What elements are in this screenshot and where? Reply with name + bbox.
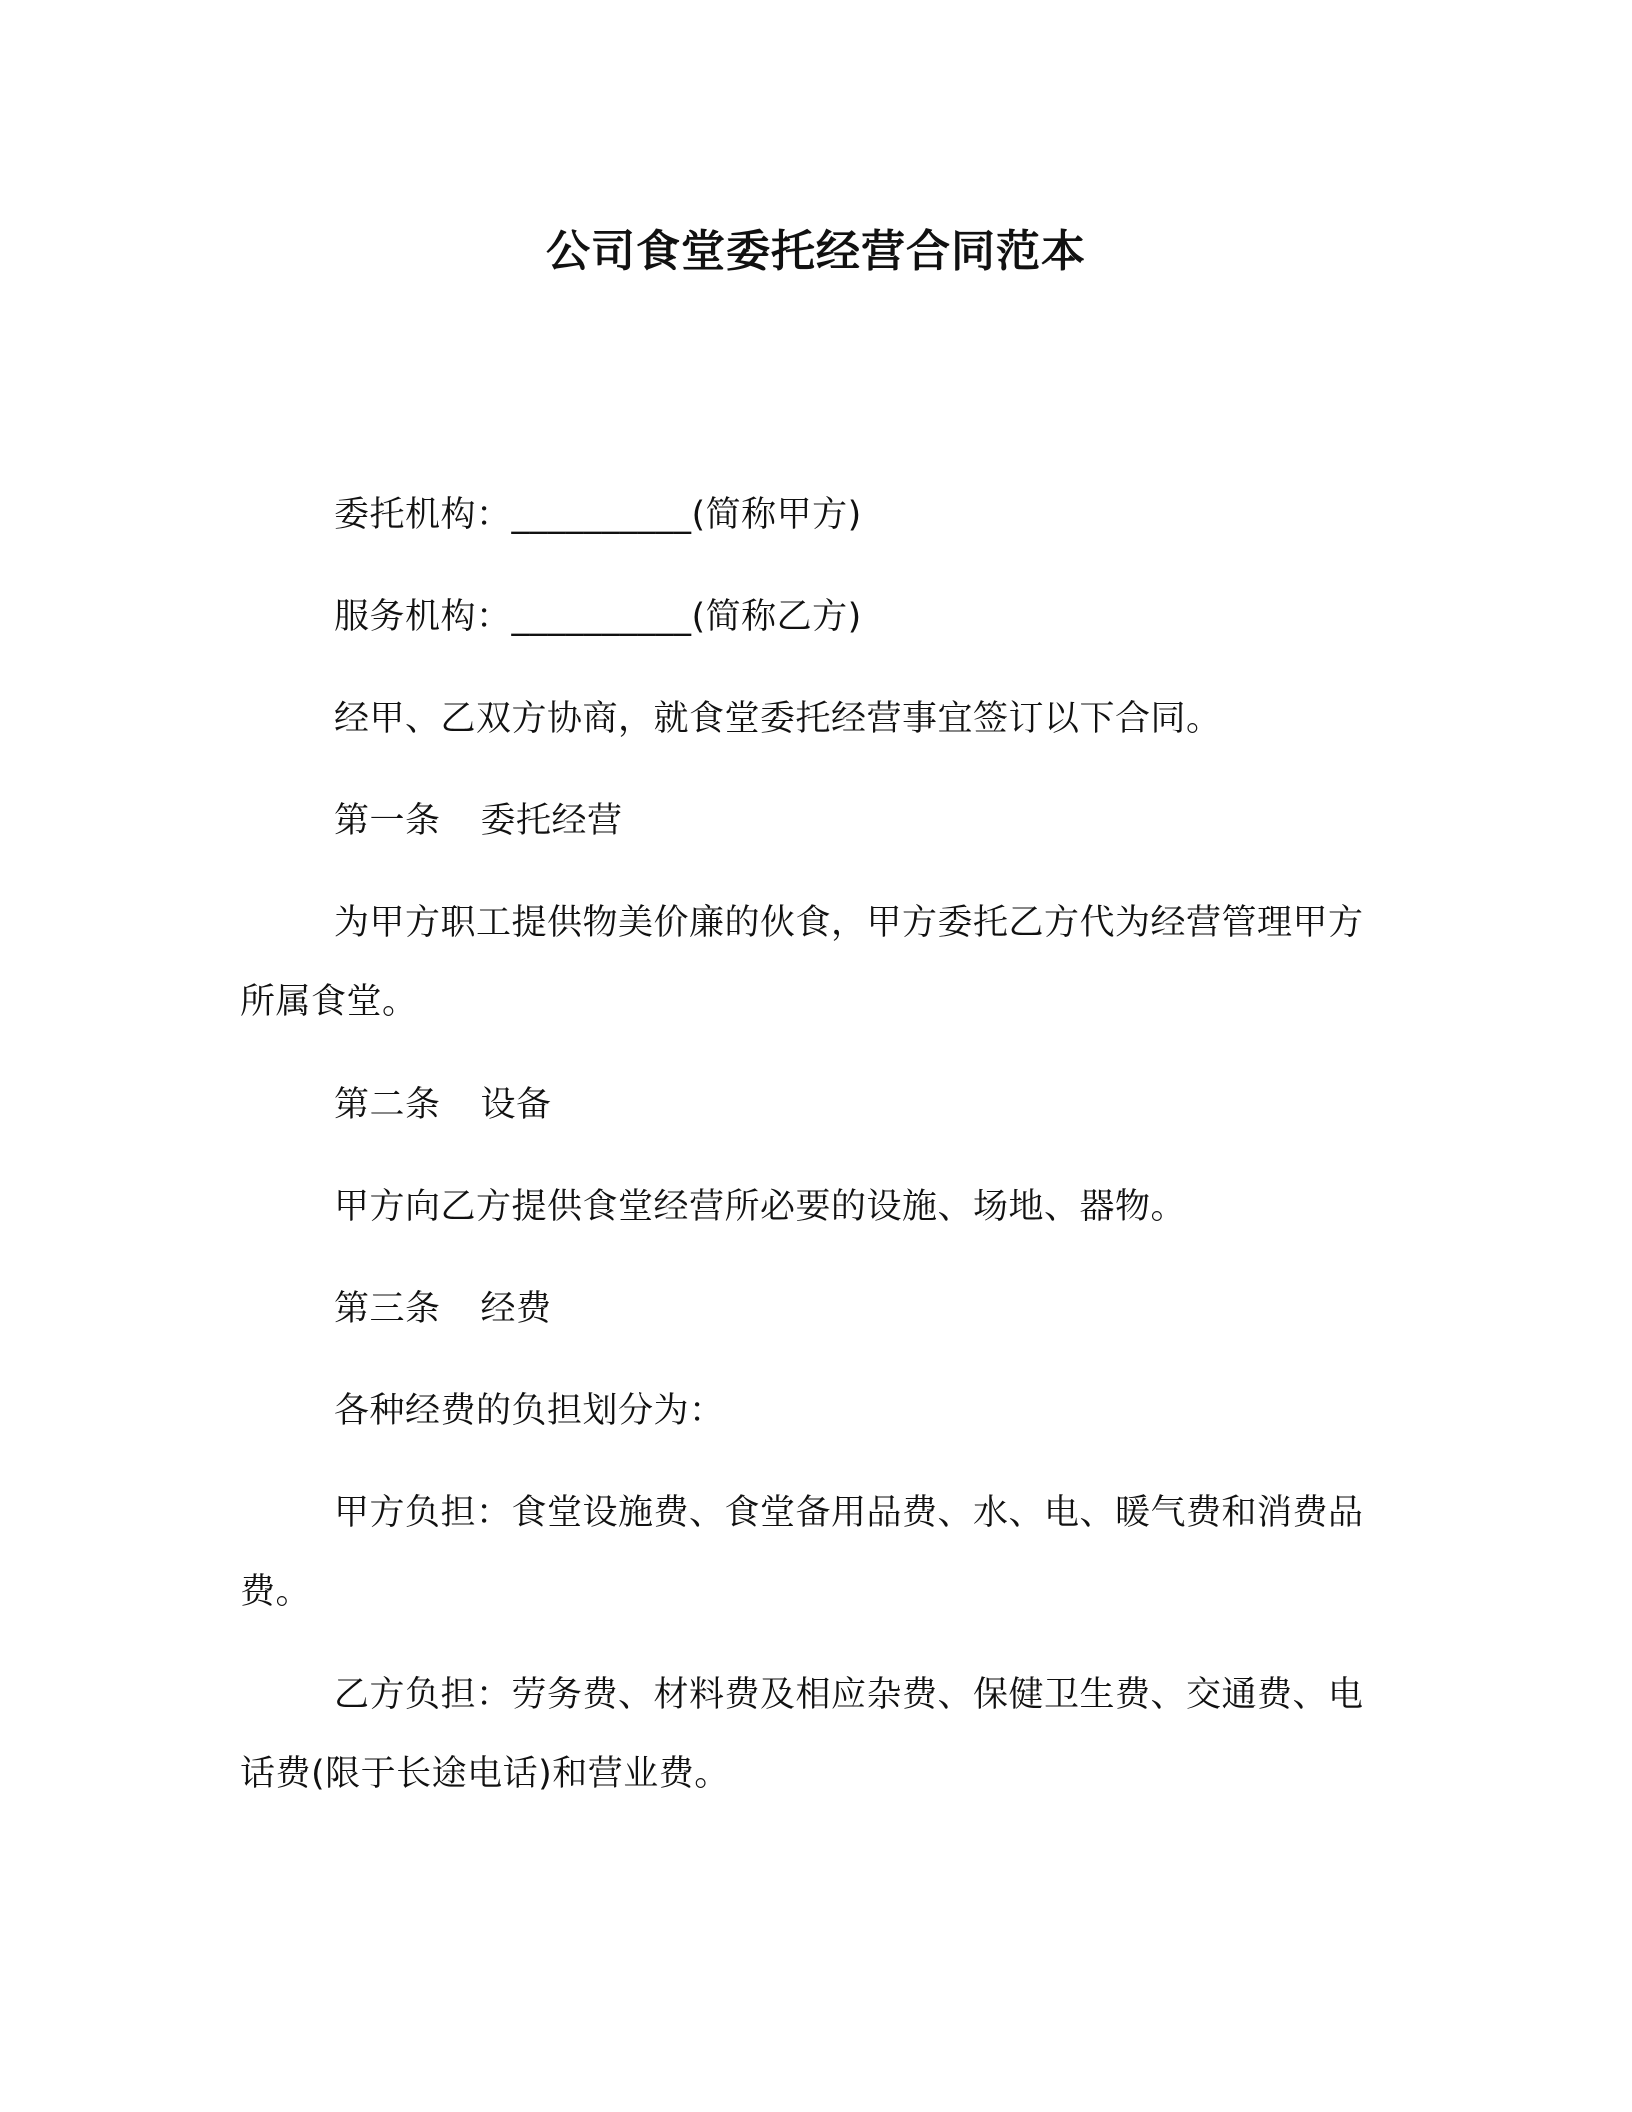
article-2-paragraph: 甲方向乙方提供食堂经营所必要的设施、场地、器物。 <box>334 1187 1187 1227</box>
document-body <box>240 490 1370 1852</box>
article-title: 经费 <box>480 1289 552 1329</box>
service-party-line: 服务机构：__________(简称乙方) <box>334 597 862 637</box>
document-title: 公司食堂委托经营合同范本 <box>546 226 1086 277</box>
preamble-paragraph: 经甲、乙双方协商，就食堂委托经营事宜签订以下合同。 <box>334 699 1222 739</box>
party-a-costs-paragraph: 甲方负担：食堂设施费、食堂备用品费、水、电、暖气费和消费品费。 <box>240 1493 1364 1612</box>
article-number: 第二条 <box>334 1085 441 1125</box>
cost-split-intro: 各种经费的负担划分为： <box>334 1391 725 1431</box>
article-1-paragraph: 为甲方职工提供物美价廉的伙食，甲方委托乙方代为经营管理甲方所属食堂。 <box>240 903 1364 1022</box>
article-title: 委托经营 <box>480 801 623 841</box>
article-2-heading <box>240 1080 1370 1130</box>
article-number: 第三条 <box>334 1289 441 1329</box>
article-number: 第一条 <box>334 801 441 841</box>
article-3-heading <box>240 1284 1370 1334</box>
article-title: 设备 <box>480 1085 552 1125</box>
party-b-costs-paragraph: 乙方负担：劳务费、材料费及相应杂费、保健卫生费、交通费、电话费(限于长途电话)和营业费。 <box>240 1675 1364 1794</box>
article-1-heading <box>240 796 1370 846</box>
client-party-line: 委托机构：__________(简称甲方) <box>334 495 862 535</box>
